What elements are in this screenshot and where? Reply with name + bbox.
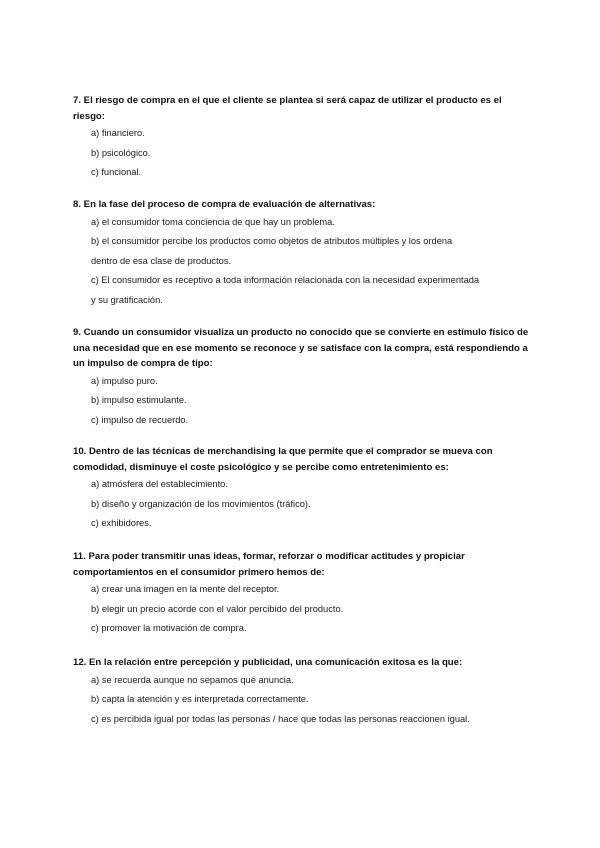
option-a: a) impulso puro.	[91, 375, 158, 386]
option-c: c) exhibidores.	[91, 518, 152, 528]
option-b: b) el consumidor percibe los productos como objetos de atributos múltiples y los ordena	[91, 236, 453, 246]
option-c: c) promover la motivación de compra.	[91, 623, 247, 633]
option-c-continued: y su gratificación.	[91, 294, 163, 305]
question-title: 12. En la relación entre percepción y publicidad, una comunicación exitosa es la que:	[73, 657, 463, 668]
option-a: a) se recuerda aunque no sepamos qué anuncia.	[91, 674, 294, 685]
question-12	[73, 655, 533, 729]
option-a: a) el consumidor toma conciencia de que hay un problema.	[91, 216, 335, 227]
question-title: 11. Para poder transmitir unas ideas, formar, reforzar o modificar actitudes y propiciar comportamientos en el consumidor primero hemos de:	[73, 551, 465, 578]
question-title: 10. Dentro de las técnicas de merchandising la que permite que el comprador se mueva con comodidad, disminuye el coste psicológico y se percibe como entretenimiento es:	[73, 446, 493, 473]
option-c: c) es percibida igual por todas las personas / hace que todas las personas reaccionen igual.	[91, 713, 470, 724]
option-c: c) impulso de recuerdo.	[91, 414, 189, 425]
option-a: a) crear una imagen en la mente del receptor.	[91, 584, 280, 594]
option-b: b) impulso estimulante.	[91, 395, 187, 405]
option-c: c) El consumidor es receptivo a toda información relacionada con la necesidad experimentada	[91, 275, 480, 285]
option-b: b) capta la atención y es interpretada correctamente.	[91, 694, 309, 704]
question-title: 8. En la fase del proceso de compra de evaluación de alternativas:	[73, 199, 376, 210]
option-b: b) elegir un precio acorde con el valor percibido del producto.	[91, 603, 344, 614]
option-b: b) psicológico.	[91, 147, 151, 158]
option-b: b) diseño y organización de los movimientos (tráfico).	[91, 498, 311, 509]
question-9	[73, 325, 533, 430]
question-11	[73, 549, 533, 639]
option-a: a) financiero.	[91, 128, 145, 138]
question-title: 7. El riesgo de compra en el que el cliente se plantea si será capaz de utilizar el producto es el riesgo:	[73, 95, 502, 122]
option-a: a) atmósfera del establecimiento.	[91, 479, 228, 489]
option-b-continued: dentro de esa clase de productos.	[91, 255, 232, 266]
question-title: 9. Cuando un consumidor visualiza un producto no conocido que se convierte en estímulo físico de una necesidad que en ese momento se reconoce y se satisface con la compra, está respondiendo a un impulso de compra de tipo:	[73, 327, 529, 369]
question-10	[73, 444, 533, 534]
question-7	[73, 93, 533, 183]
question-8	[73, 197, 533, 310]
option-c: c) funcional.	[91, 167, 142, 177]
